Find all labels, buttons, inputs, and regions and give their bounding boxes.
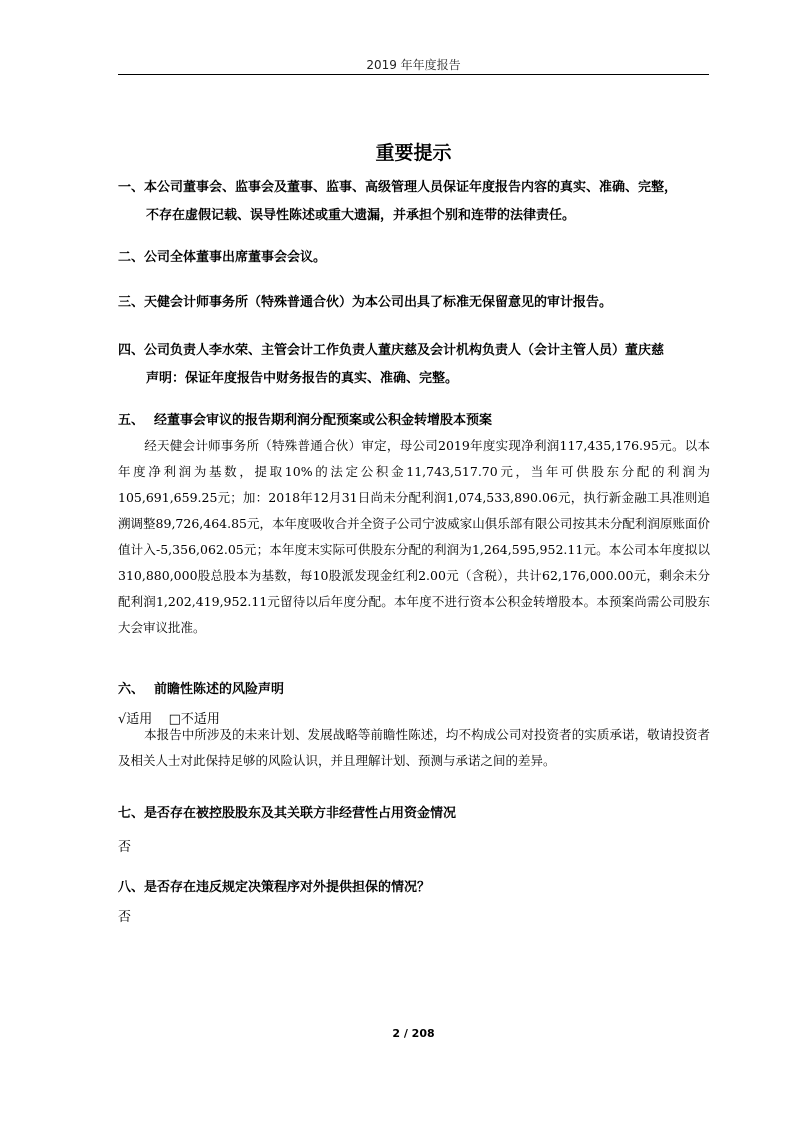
section-5-number: 五、	[118, 413, 145, 428]
section-6-title: 前瞻性陈述的风险声明	[154, 682, 285, 697]
notice-item-4-line1: 四、公司负责人李水荣、主管会计工作负责人董庆慈及会计机构负责人（会计主管人员）董庆慈	[118, 343, 665, 358]
section-5-title: 经董事会审议的报告期利润分配预案或公积金转增股本预案	[154, 413, 493, 428]
section-6-body	[118, 722, 710, 774]
section-7-heading: 七、是否存在被控股股东及其关联方非经营性占用资金情况	[118, 806, 457, 821]
section-5-text: 经天健会计师事务所（特殊普通合伙）审定，母公司2019年度实现净利润117,435,176.95元。以本年度净利润为基数，提取10%的法定公积金11,743,517.70元，当年可供股东分配的利润为105,691,659.25元；加：2018年12月31日尚未分配利润1,074,533,890.06元，执行新金融工具准则追溯调整89,726,464.85元，本年度吸收合并全资子公司宁波威家山俱乐部有限公司按其未分配利润原账面价值计入-5,356,062.05元；本年度末实际可供股东分配的利润为1,264,595,952.11元。本公司本年度拟以310,880,000股总股本为基数，每10股派发现金红利2.00元（含税），共计62,176,000.00元，剩余未分配利润1,202,419,952.11元留待以后年度分配。本年度不进行资本公积金转增股本。本预案尚需公司股东大会审议批准。	[118, 438, 710, 635]
not-applicable-option: □不适用	[168, 712, 220, 727]
notice-item-3: 三、天健会计师事务所（特殊普通合伙）为本公司出具了标准无保留意见的审计报告。	[118, 295, 613, 310]
notice-item-1-line2: 不存在虚假记载、误导性陈述或重大遗漏，并承担个别和连带的法律责任。	[146, 208, 576, 223]
section-6-heading	[118, 680, 710, 700]
notice-item-1	[118, 174, 710, 230]
notice-item-2: 二、公司全体董事出席董事会会议。	[118, 250, 327, 265]
applicable-option: √适用	[118, 712, 153, 727]
section-8-heading: 八、是否存在违反规定决策程序对外提供担保的情况？	[118, 880, 431, 895]
notice-item-4-line2: 声明：保证年度报告中财务报告的真实、准确、完整。	[146, 371, 459, 386]
section-6-number: 六、	[118, 682, 145, 697]
page-title: 重要提示	[375, 142, 452, 164]
section-5-heading	[118, 411, 710, 431]
page-number: 2 / 208	[392, 1027, 435, 1040]
section-6-text: 本报告中所涉及的未来计划、发展战略等前瞻性陈述，均不构成公司对投资者的实质承诺，敬请投资者及相关人士对此保持足够的风险认识，并且理解计划、预测与承诺之间的差异。	[118, 727, 710, 768]
notice-item-4	[118, 337, 710, 393]
section-5-body	[118, 433, 710, 641]
page-header: 2019 年年度报告	[118, 56, 709, 75]
section-8-answer: 否	[118, 910, 132, 925]
section-7-answer: 否	[118, 840, 132, 855]
notice-item-1-line1: 一、本公司董事会、监事会及董事、监事、高级管理人员保证年度报告内容的真实、准确、完整，	[118, 180, 678, 195]
